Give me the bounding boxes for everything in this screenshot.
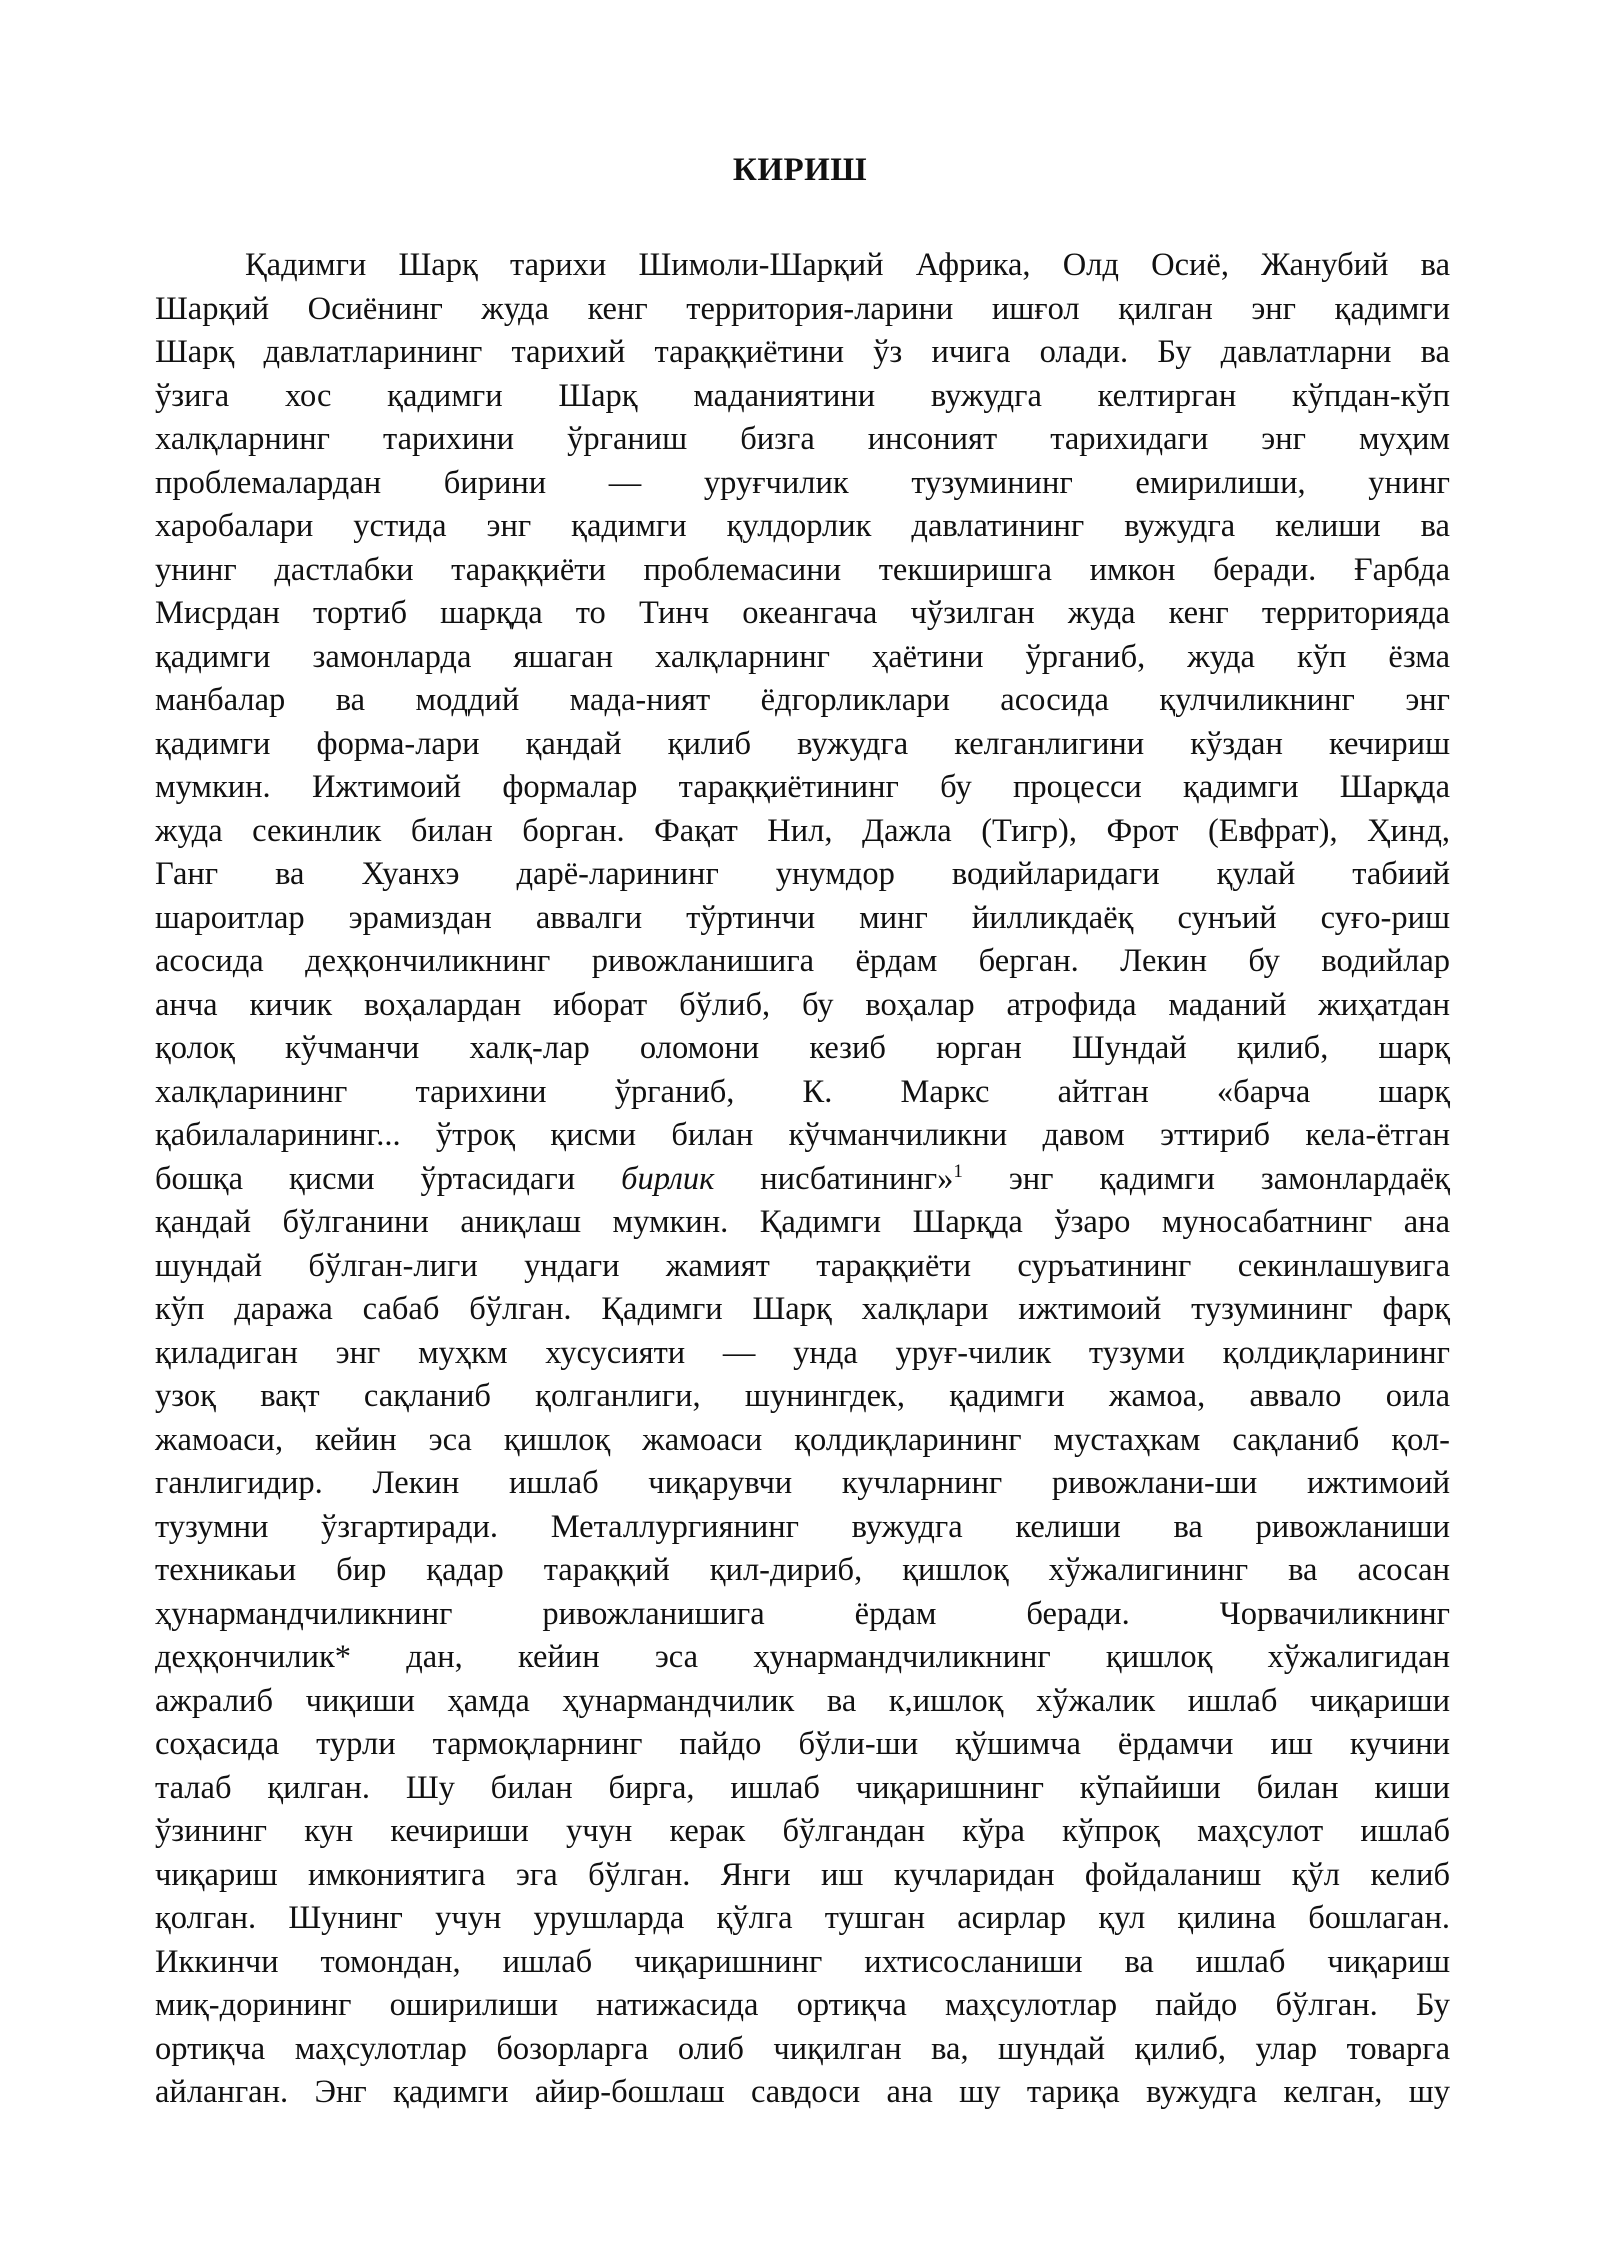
text-line: шароитлар эрамиздан аввалги тўртинчи минг йилликдаёқ сунъий суғо-риш xyxy=(155,899,1450,936)
text-line: техникаьи бир қадар тараққий қил-дириб, қишлоқ хўжалигининг ва асосан xyxy=(155,1552,1450,1588)
text-line: халқларнинг тарихини ўрганиш бизга инсоният тарихидаги энг муҳим xyxy=(155,421,1450,457)
text-line: деҳқончилик* дан, кейин эса ҳунармандчиликнинг қишлоқ хўжалигидан xyxy=(155,1639,1450,1675)
text-line: айланган. Энг қадимги айир-бошлаш савдоси ана шу тариқа вужудга келган, шу xyxy=(155,2074,1450,2110)
footnote-marker[interactable]: 1 xyxy=(953,1160,963,1182)
text-line: миқ-дорининг оширилиши натижасида ортиқча маҳсулотлар пайдо бўлган. Бу xyxy=(155,1987,1450,2023)
text-line: асосида деҳқончиликнинг ривожланишига ёрдам берган. Лекин бу водийлар xyxy=(155,943,1450,979)
text-line: мумкин. Ижтимоий формалар тараққиётининг бу процесси қадимги Шарқда xyxy=(155,769,1450,805)
text-line: ажралиб чиқиши ҳамда ҳунармандчилик ва к,ишлоқ хўжалик ишлаб чиқариши xyxy=(155,1682,1450,1719)
text-line: жуда секинлик билан борган. Фақат Нил, Дажла (Тигр), Фрот (Евфрат), Ҳинд, xyxy=(155,812,1450,849)
text-line: Шарқ давлатларининг тарихий тараққиётини ўз ичига олади. Бу давлатларни ва xyxy=(155,334,1450,370)
text-line: соҳасида турли тармоқларнинг пайдо бўли-ши қўшимча ёрдамчи иш кучини xyxy=(155,1726,1450,1762)
text-line: қолоқ кўчманчи халқ-лар оломони кезиб юрган Шундай қилиб, шарқ xyxy=(155,1030,1450,1066)
text-line: унинг дастлабки тараққиёти проблемасини текширишга имкон беради. Ғарбда xyxy=(155,551,1450,588)
text-line: Ганг ва Хуанхэ дарё-ларининг унумдор водийларидаги қулай табиий xyxy=(155,856,1450,892)
page-title: КИРИШ xyxy=(732,152,868,188)
text-line: жамоаси, кейин эса қишлоқ жамоаси қолдиқларининг мустаҳкам сақланиб қол- xyxy=(155,1421,1450,1458)
text-line: харобалари устида энг қадимги қулдорлик давлатининг вужудга келиши ва xyxy=(155,508,1450,544)
text-line: Иккинчи томондан, ишлаб чиқаришнинг ихтисосланиши ва ишлаб чиқариш xyxy=(155,1943,1450,1980)
text-line: талаб қилган. Шу билан бирга, ишлаб чиқаришнинг кўпайиши билан киши xyxy=(155,1769,1450,1806)
text-line: тузумни ўзгартиради. Металлургиянинг вужудга келиши ва ривожланиши xyxy=(155,1508,1450,1545)
text-line: Қадимги Шарқ тарихи Шимоли-Шарқий Африка, Олд Осиё, Жанубий ва xyxy=(245,247,1450,283)
text-segment: бошқа қисми ўртасидаги xyxy=(155,1160,622,1197)
text-line: ҳунармандчиликнинг ривожланишига ёрдам беради. Чорвачиликнинг xyxy=(155,1595,1450,1632)
text-line: проблемалардан бирини — уруғчилик тузумининг емирилиши, унинг xyxy=(155,464,1450,501)
text-line: узоқ вақт сақланиб қолганлиги, шунингдек, қадимги жамоа, аввало оила xyxy=(155,1378,1450,1414)
text-segment: нисбатининг» xyxy=(714,1160,954,1197)
text-line: Шарқий Осиёнинг жуда кенг территория-ларини ишғол қилган энг қадимги xyxy=(155,290,1450,327)
text-segment: энг қадимги замонлардаёқ xyxy=(962,1160,1450,1197)
text-line: қабилаларининг... ўтроқ қисми билан кўчманчиликни давом эттириб кела-ётган xyxy=(155,1117,1450,1153)
text-line: ортиқча маҳсулотлар бозорларга олиб чиқилган ва, шундай қилиб, улар товарга xyxy=(155,2030,1451,2067)
italic-term: бирлик xyxy=(621,1160,715,1197)
text-line-with-footnote xyxy=(155,1158,1450,1202)
text-line: қиладиган энг муҳкм хусусияти — унда уруғ-чилик тузуми қолдиқларининг xyxy=(155,1334,1450,1371)
text-line: халқларининг тарихини ўрганиб, К. Маркс айтган «барча шарқ xyxy=(155,1073,1450,1110)
text-line: қадимги форма-лари қандай қилиб вужудга келганлигини кўздан кечириш xyxy=(155,725,1450,762)
text-line: анча кичик воҳалардан иборат бўлиб, бу воҳалар атрофида маданий жиҳатдан xyxy=(155,986,1450,1023)
text-line: шундай бўлган-лиги ундаги жамият тараққиёти суръатининг секинлашувига xyxy=(155,1247,1450,1284)
text-line: ганлигидир. Лекин ишлаб чиқарувчи кучларнинг ривожлани-ши ижтимоий xyxy=(155,1465,1450,1501)
text-line: қолган. Шунинг учун урушларда қўлга тушган асирлар қул қилина бошлаган. xyxy=(155,1900,1450,1936)
text-line: ўзининг кун кечириши учун керак бўлгандан кўра кўпроқ маҳсулот ишлаб xyxy=(155,1813,1450,1849)
text-line: кўп даража сабаб бўлган. Қадимги Шарқ халқлари ижтимоий тузумининг фарқ xyxy=(155,1291,1450,1327)
text-line: манбалар ва моддий мада-ният ёдгорликлари асосида қулчиликнинг энг xyxy=(155,682,1450,718)
body-paragraph xyxy=(155,244,1450,2115)
text-line: Мисрдан тортиб шарқда то Тинч океангача чўзилган жуда кенг территорияда xyxy=(155,595,1450,631)
text-line: қадимги замонларда яшаган халқларнинг ҳаётини ўрганиб, жуда кўп ёзма xyxy=(155,638,1450,675)
text-line: ўзига хос қадимги Шарқ маданиятини вужудга келтирган кўпдан-кўп xyxy=(155,377,1450,414)
text-line: чиқариш имкониятига эга бўлган. Янги иш кучларидан фойдаланиш қўл келиб xyxy=(155,1856,1450,1893)
text-line: қандай бўлганини аниқлаш мумкин. Қадимги Шарқда ўзаро муносабатнинг ана xyxy=(155,1204,1450,1240)
